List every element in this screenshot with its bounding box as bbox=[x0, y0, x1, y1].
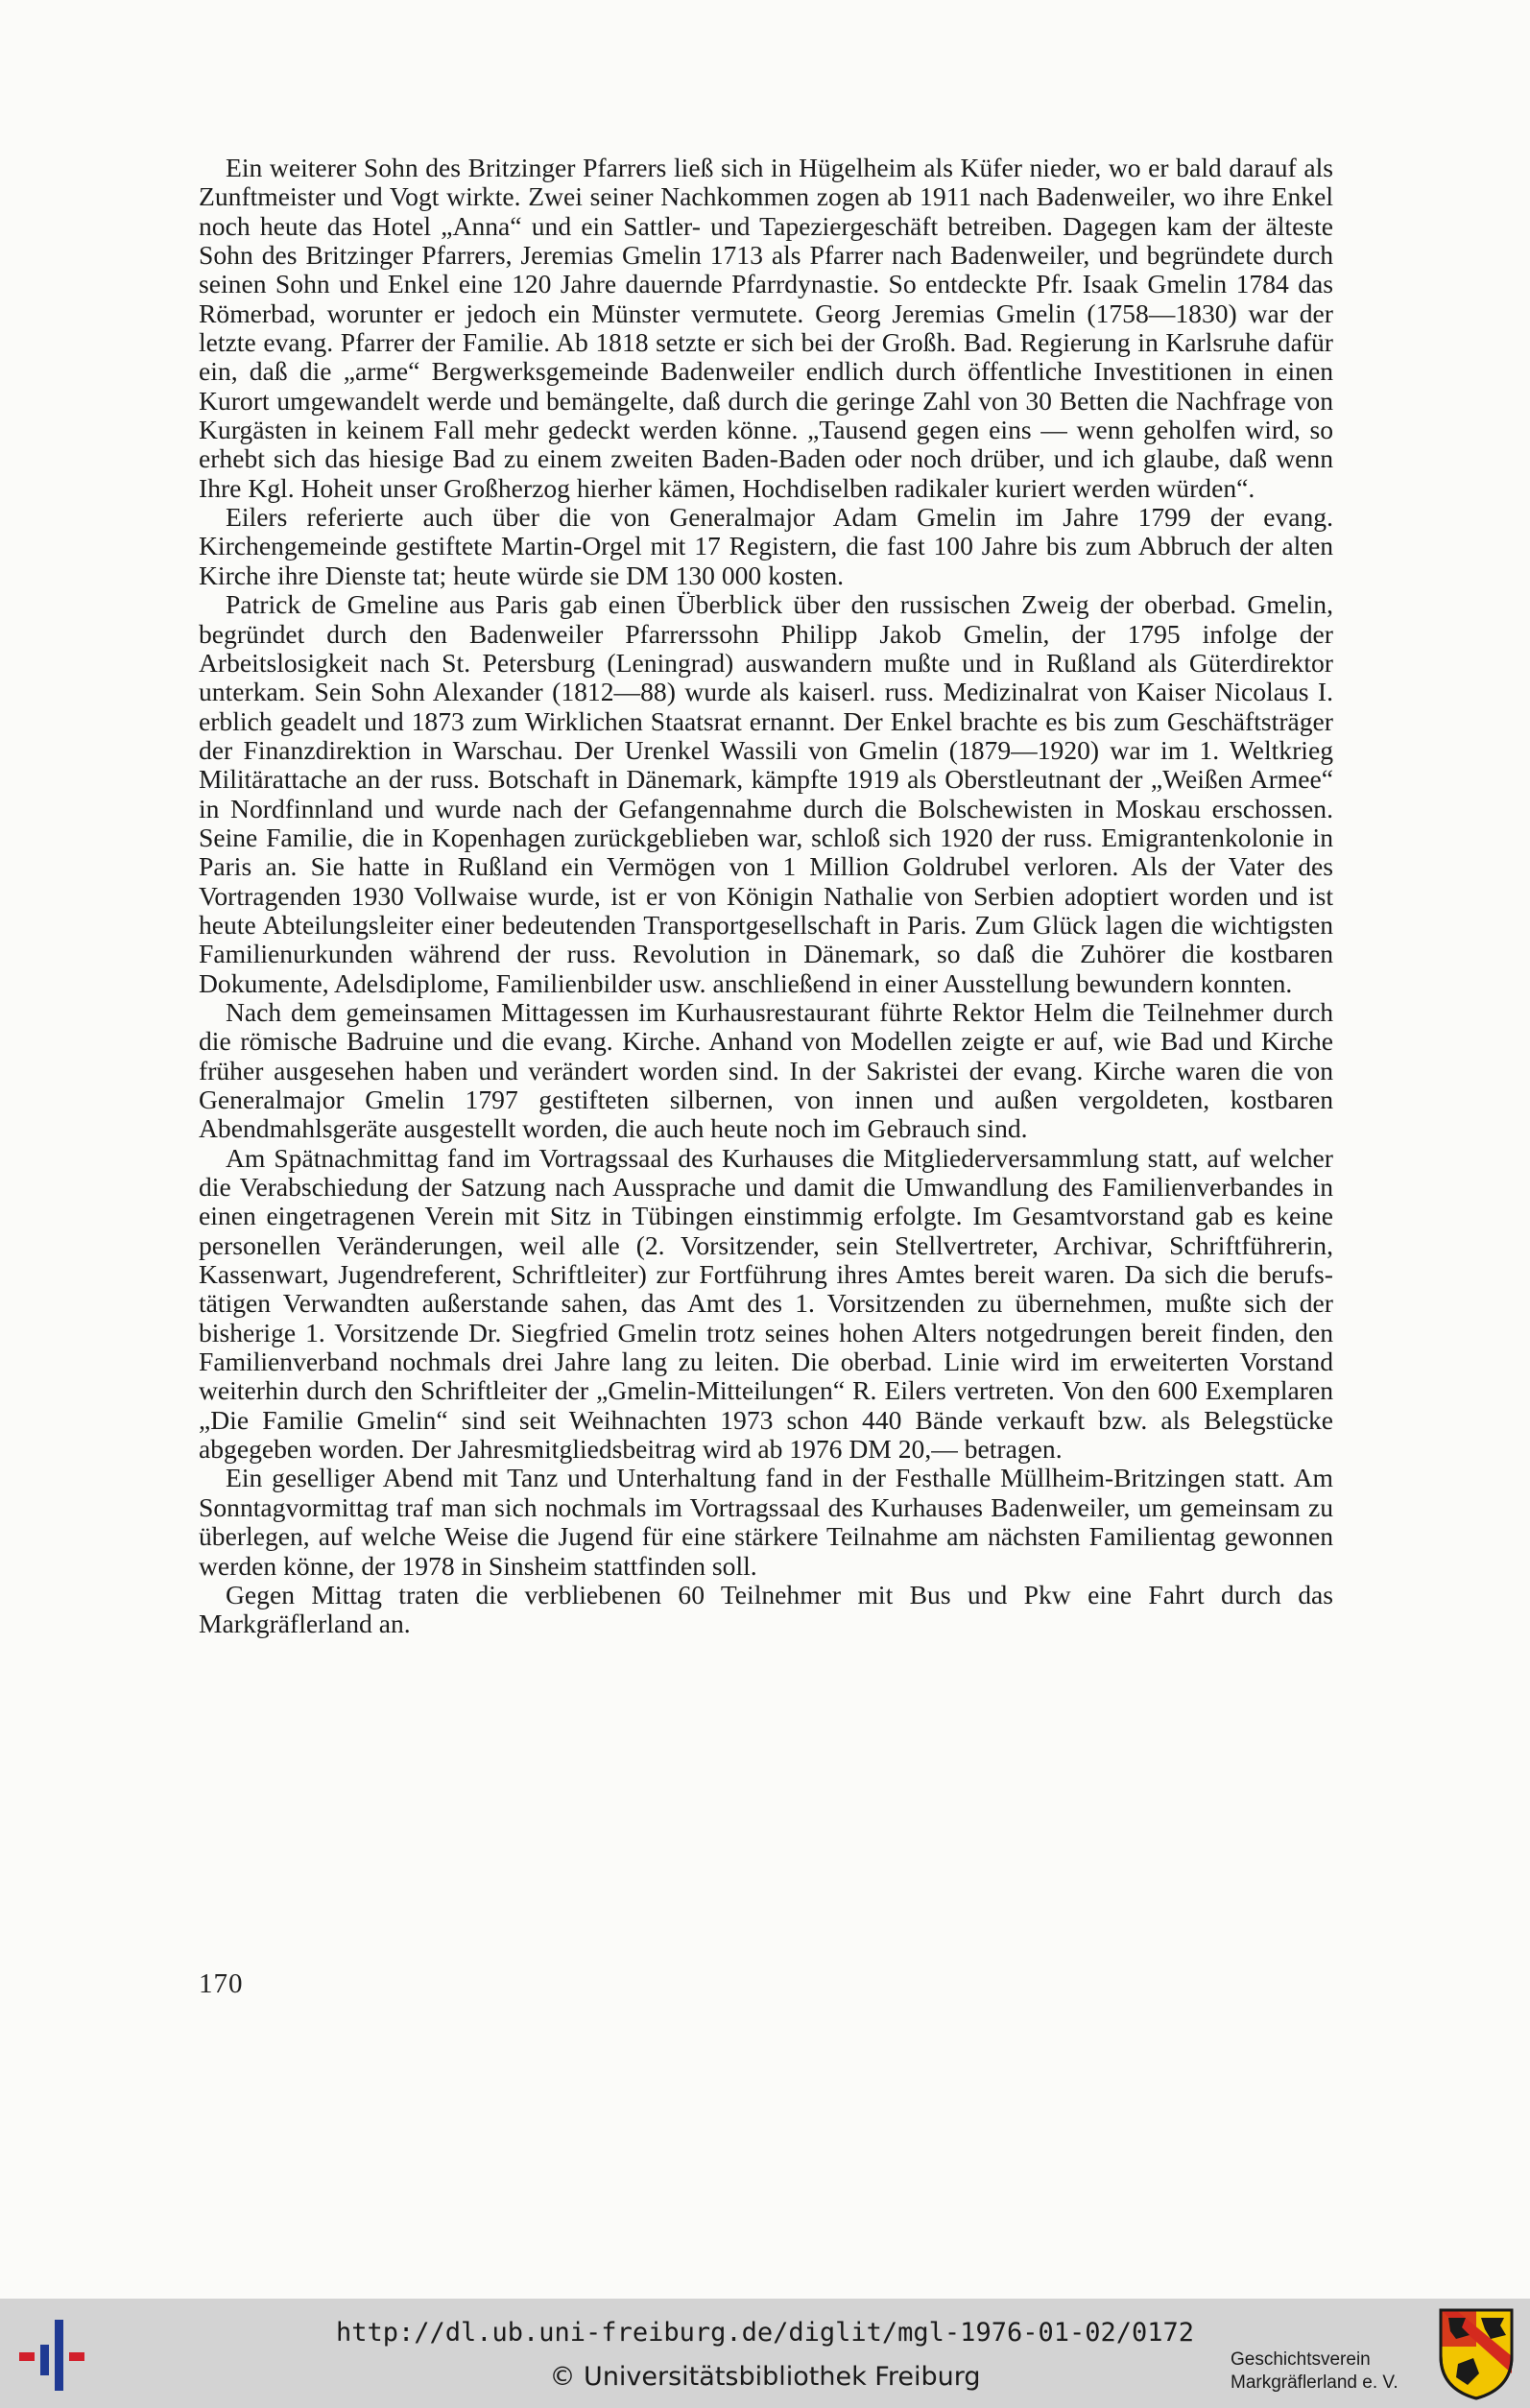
footer-org-line-2: Markgräflerland e. V. bbox=[1231, 2372, 1399, 2393]
page-number: 170 bbox=[199, 1968, 244, 1999]
paragraph-7: Gegen Mittag traten die verbliebenen 60 Teilnehmer mit Bus und Pkw eine Fahrt durch das Markgräflerland an. bbox=[199, 1579, 1333, 1639]
footer-copyright: © Universitätsbibliothek Freiburg bbox=[549, 2362, 981, 2392]
footer-org-line-1: Geschichtsverein bbox=[1231, 2349, 1371, 2370]
paragraph-4: Nach dem gemeinsamen Mittagessen im Kurhausrestaurant führte Rektor Helm die Teilnehmer durch die römische Badruine und die evang. Kirche. Anhand von Modellen zeigte er auf, wie Bad und Kirche früher ausgesehen haben und verändert worden sind. In der Sakristei der evang. Kirche waren die von Generalmajor Gmelin 1797 gestifteten silbernen, von innen und außen vergoldeten, kostbaren Abendmahlsgeräte ausgestellt worden, die auch heute noch im Gebrauch sind. bbox=[199, 996, 1333, 1144]
footer-org-name bbox=[1231, 2348, 1432, 2395]
paragraph-2: Eilers referierte auch über die von Generalmajor Adam Gmelin im Jahre 1799 der evang. Kirchengemeinde gestiftete Martin-Orgel mit 17 Registern, die fast 100 Jahre bis zum Abbruch der alten Kirche ihre Dienste tat; heute würde sie DM 130 000 kosten. bbox=[199, 502, 1333, 590]
body-text bbox=[199, 154, 1333, 1639]
paragraph-6: Ein geselliger Abend mit Tanz und Unterhaltung fand in der Festhalle Müllheim-Britzingen statt. Am Sonntagvormittag traf man sich nochmals im Vortragssaal des Kurhauses Badenweiler, um gemeinsam zu überlegen, auf welche Weise die Jugend für eine stärkere Teilnahme am nächsten Familientag gewonnen werden könne, der 1978 in Sinsheim stattfinden soll. bbox=[199, 1463, 1333, 1581]
paragraph-3: Patrick de Gmeline aus Paris gab einen Überblick über den russischen Zweig der oberbad. Gmelin, begründet durch den Badenweiler Pfarrerssohn Philipp Jakob Gmelin, der 1795 infolge der Arbeitslosigkeit nach St. Petersburg (Leningrad) auswandern mußte und in Rußland als Güterdirektor unterkam. Sein Sohn Alexander (1812—88) wurde als kaiserl. russ. Medizinalrat von Kaiser Nicolaus I. erblich geadelt und 1873 zum Wirklichen Staatsrat ernannt. Der Enkel brachte es bis zum Geschäftsträger der Finanzdirektion in Warschau. Der Urenkel Wassili von Gmelin (1879—1920) war im 1. Weltkrieg Militärattache an der russ. Botschaft in Dänemark, kämpfte 1919 als Oberstleutnant der „Weißen Armee“ in Nordfinnland und wurde nach der Gefangennahme durch die Bolschewisten in Moskau erschossen. Seine Familie, die in Kopenhagen zurückgeblieben war, schloß sich 1920 der russ. Emigrantenkolonie in Paris an. Sie hatte in Rußland ein Vermögen von 1 Million Goldrubel verloren. Als der Vater des Vortragenden 1930 Vollwaise wurde, ist er von Königin Nathalie von Serbien adoptiert worden und ist heute Abteilungsleiter einer bedeutenden Transportgesellschaft in Paris. Zum Glück lagen die wichtigsten Familienurkunden während der russ. Revolution in Dänemark, so daß die Zuhörer die kostbaren Dokumente, Adelsdiplome, Familienbilder usw. anschließend in einer Ausstellung bewundern konnten. bbox=[199, 589, 1333, 998]
footer-bar bbox=[0, 2299, 1530, 2408]
paragraph-5: Am Spätnachmittag fand im Vortragssaal des Kurhauses die Mitgliederversammlung statt, auf welcher die Verabschiedung der Satzung nach Aussprache und damit die Umwandlung des Familienverbandes in einen eingetragenen Verein mit Sitz in Tübingen einstimmig erfolgte. Im Gesamtvorstand gab es keine personellen Veränderungen, weil alle (2. Vorsitzender, sein Stellvertreter, Archivar, Schriftführerin, Kassenwart, Jugendreferent, Schriftleiter) zur Fortführung ihres Amtes bereit waren. Da sich die berufstätigen Verwandten außerstande sahen, das Amt des 1. Vorsitzenden zu übernehmen, mußte sich der bisherige 1. Vorsitzende Dr. Siegfried Gmelin trotz seines hohen Alters notgedrungen bereit finden, den Familienverband nochmals drei Jahre lang zu leiten. Die oberbad. Linie wird im erweiterten Vorstand weiterhin durch den Schriftleiter der „Gmelin-Mitteilungen“ R. Eilers vertreten. Von den 600 Exemplaren „Die Familie Gmelin“ sind seit Weihnachten 1973 schon 440 Bände verkauft bzw. als Belegstücke abgegeben worden. Der Jahresmitgliedsbeitrag wird ab 1976 DM 20,— betragen. bbox=[199, 1142, 1333, 1465]
coat-of-arms-icon[interactable] bbox=[1437, 2306, 1516, 2400]
footer-url-link[interactable]: http://dl.ub.uni-freiburg.de/diglit/mgl-1976-01-02/0172 bbox=[335, 2318, 1195, 2348]
paragraph-1: Ein weiterer Sohn des Britzinger Pfarrers ließ sich in Hügelheim als Küfer nieder, wo er bald darauf als Zunftmeister und Vogt wirkte. Zwei seiner Nachkommen zogen ab 1911 nach Badenweiler, wo ihre Enkel noch heute das Hotel „Anna“ und ein Sattler- und Tapeziergeschäft betreiben. Dagegen kam der älteste Sohn des Britzinger Pfarrers, Jeremias Gmelin 1713 als Pfarrer nach Badenweiler, und begründete durch seinen Sohn und Enkel eine 120 Jahre dauernde Pfarrdynastie. So entdeckte Pfr. Isaak Gmelin 1784 das Römerbad, worunter er jedoch ein Münster vermutete. Georg Jeremias Gmelin (1758—1830) war der letzte evang. Pfarrer der Familie. Ab 1818 setzte er sich bei der Großh. Bad. Regierung in Karlsruhe dafür ein, daß die „arme“ Bergwerksgemeinde Badenweiler endlich durch öffentliche Investitionen in einen Kurort umgewandelt werde und bemängelte, daß durch die geringe Zahl von 30 Betten die Nachfrage von Kurgästen in keinem Fall mehr gedeckt werden könne. „Tausend gegen eins — wenn geholfen wird, so erhebt sich das hiesige Bad zu einem zweiten Baden-Baden oder noch drüber, und ich glaube, daß wenn Ihre Kgl. Hoheit unser Großherzog hierher kämen, Hochdiselben radikaler kuriert werden würden“. bbox=[199, 153, 1333, 503]
